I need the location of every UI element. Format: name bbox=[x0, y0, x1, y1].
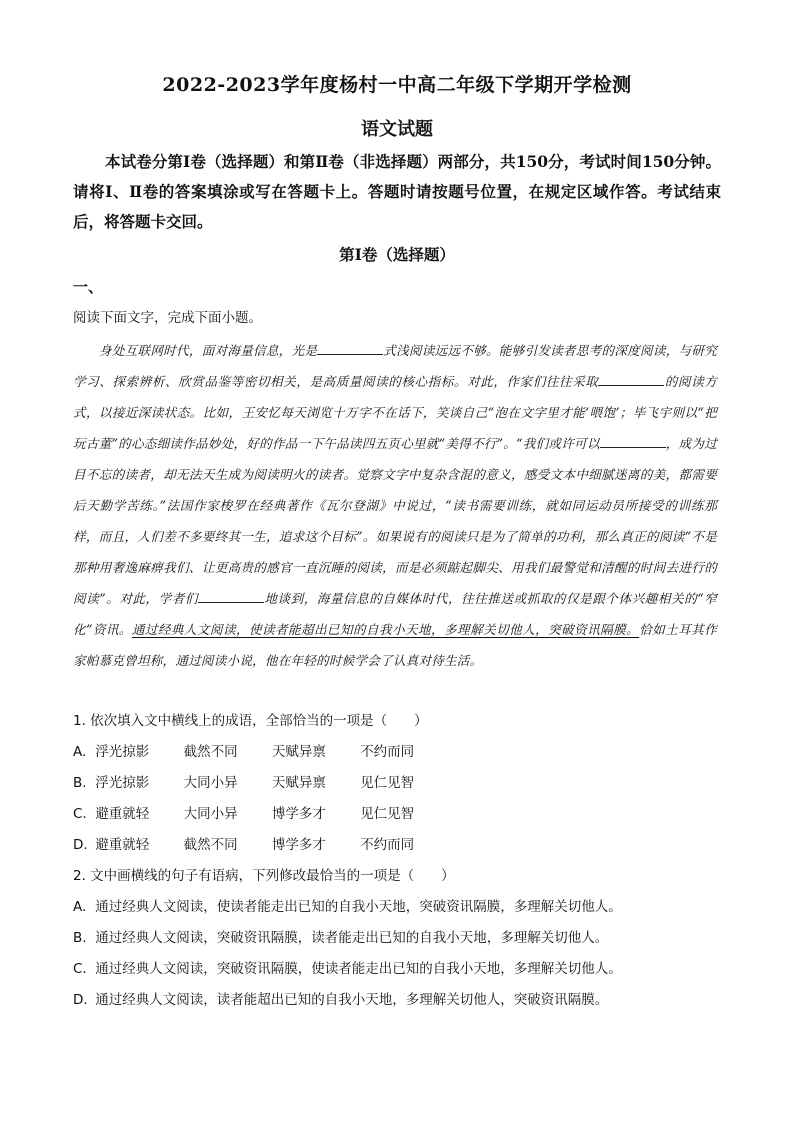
fill-blank-2 bbox=[598, 371, 664, 386]
option-word: 截然不同 bbox=[183, 744, 238, 760]
option-c[interactable] bbox=[73, 959, 733, 990]
option-word: 博学多才 bbox=[271, 806, 326, 822]
option-word: 浮光掠影 bbox=[95, 775, 150, 791]
option-letter: D. bbox=[73, 992, 88, 1008]
exam-title: 2022-2023学年度杨村一中高二年级下学期开学检测 bbox=[162, 74, 632, 96]
option-d[interactable] bbox=[73, 990, 733, 1021]
option-d[interactable] bbox=[73, 835, 733, 866]
fill-blank-3 bbox=[600, 433, 666, 448]
option-letter: C. bbox=[73, 961, 87, 977]
question-1 bbox=[73, 711, 733, 866]
option-word: 天赋异禀 bbox=[271, 775, 326, 791]
option-word: 避重就轻 bbox=[95, 837, 150, 853]
option-word: 见仁见智 bbox=[360, 806, 415, 822]
subject-title: 语文试题 bbox=[361, 119, 433, 140]
question-list bbox=[73, 711, 733, 1021]
option-word: 不约而同 bbox=[360, 837, 415, 853]
option-letter: D. bbox=[73, 837, 88, 853]
option-letter: C. bbox=[73, 806, 87, 822]
underlined-sentence: 通过经典人文阅读，使读者能超出已知的自我小天地，多理解关切他人，突破资讯隔膜。 bbox=[131, 622, 640, 637]
option-word: 截然不同 bbox=[183, 837, 238, 853]
option-word: 博学多才 bbox=[271, 837, 326, 853]
option-text: 通过经典人文阅读，突破资讯隔膜，使读者能走出已知的自我小天地，多理解关切他人。 bbox=[95, 961, 622, 977]
option-word: 不约而同 bbox=[360, 744, 415, 760]
option-letter: B. bbox=[73, 930, 87, 946]
passage-segment: 地谈到，海量信息的自媒体时代，往往推送或抓取的仅是跟个体兴趣相关的“窄化”资讯。 bbox=[73, 591, 717, 637]
option-text: 通过经典人文阅读，突破资讯隔膜，读者能走出已知的自我小天地，多理解关切他人。 bbox=[95, 930, 609, 946]
option-word: 天赋异禀 bbox=[271, 744, 326, 760]
reading-instruction: 阅读下面文字，完成下面小题。 bbox=[73, 310, 262, 326]
option-text: 通过经典人文阅读，使读者能走出已知的自我小天地，突破资讯隔膜，多理解关切他人。 bbox=[95, 899, 622, 915]
section-number: 一、 bbox=[73, 278, 104, 296]
option-letter: A. bbox=[73, 744, 87, 760]
option-b[interactable] bbox=[73, 928, 733, 959]
option-a[interactable] bbox=[73, 742, 733, 773]
option-text: 通过经典人文阅读，读者能超出已知的自我小天地，多理解关切他人，突破资讯隔膜。 bbox=[95, 992, 609, 1008]
option-c[interactable] bbox=[73, 804, 733, 835]
fill-blank-4 bbox=[198, 588, 264, 603]
question-stem: 1. 依次填入文中横线上的成语，全部恰当的一项是（ ） bbox=[73, 713, 428, 729]
option-word: 大同小异 bbox=[183, 806, 238, 822]
option-a[interactable] bbox=[73, 897, 733, 928]
passage-segment: 身处互联网时代，面对海量信息，光是 bbox=[99, 343, 318, 358]
question-stem: 2. 文中画横线的句子有语病，下列修改最恰当的一项是（ ） bbox=[73, 868, 455, 884]
reading-passage bbox=[73, 335, 717, 676]
fill-blank-1 bbox=[317, 340, 383, 355]
option-word: 避重就轻 bbox=[95, 806, 150, 822]
passage-segment: ，成为过目不忘的读者，却无法天生成为阅读明火的读者。觉察文字中复杂含混的意义，感受文本中细腻迷离的美，都需要后天勤学苦练。”法国作家梭罗在经典著作《瓦尔登湖》中说过，“读书需要训练，就如同运动员所接受的训练那样，而且，人们差不多要终其一生，追求这个目标”。如果说有的阅读只是为了简单的功利，那么真正的阅读“不是那种用奢逸麻痹我们、让更高贵的感官一直沉睡的阅读，而是必须踮起脚尖、用我们最警觉和清醒的时间去进行的阅读”。对此，学者们 bbox=[73, 436, 717, 606]
exam-instructions: 本试卷分第Ⅰ卷（选择题）和第Ⅱ卷（非选择题）两部分，共150分，考试时间150分钟。请将Ⅰ、Ⅱ卷的答案填涂或写在答题卡上。答题时请按题号位置，在规定区域作答。考试结束后，将答题卡交回。 bbox=[73, 152, 721, 231]
option-word: 浮光掠影 bbox=[95, 744, 150, 760]
option-b[interactable] bbox=[73, 773, 733, 804]
option-letter: A. bbox=[73, 899, 87, 915]
passage-segment: 式浅阅读远远不够。能够引发读者思考的深度阅读，与研究学习、探索辨析、欣赏品鉴等密切相关，是高质量阅读的核心指标。对此，作家们往往采取 bbox=[73, 343, 717, 389]
passage-segment: 恰如土耳其作家帕慕克曾坦称，通过阅读小说，他在年轻的时候学会了认真对待生活。 bbox=[73, 622, 717, 668]
question-2 bbox=[73, 866, 733, 1021]
part-title: 第Ⅰ卷（选择题） bbox=[339, 245, 455, 264]
option-word: 见仁见智 bbox=[360, 775, 415, 791]
option-letter: B. bbox=[73, 775, 87, 791]
option-word: 大同小异 bbox=[183, 775, 238, 791]
passage-segment: 的阅读方式，以接近深读状态。比如，王安忆每天浏览十万字不在话下，笑谈自己“泡在文字里才能‘喂饱’；毕飞宇则以“把玩古董”的心态细读作品妙处，好的作品一下午品读四五页心里就“美得不行”。“我们或许可以 bbox=[73, 374, 717, 451]
